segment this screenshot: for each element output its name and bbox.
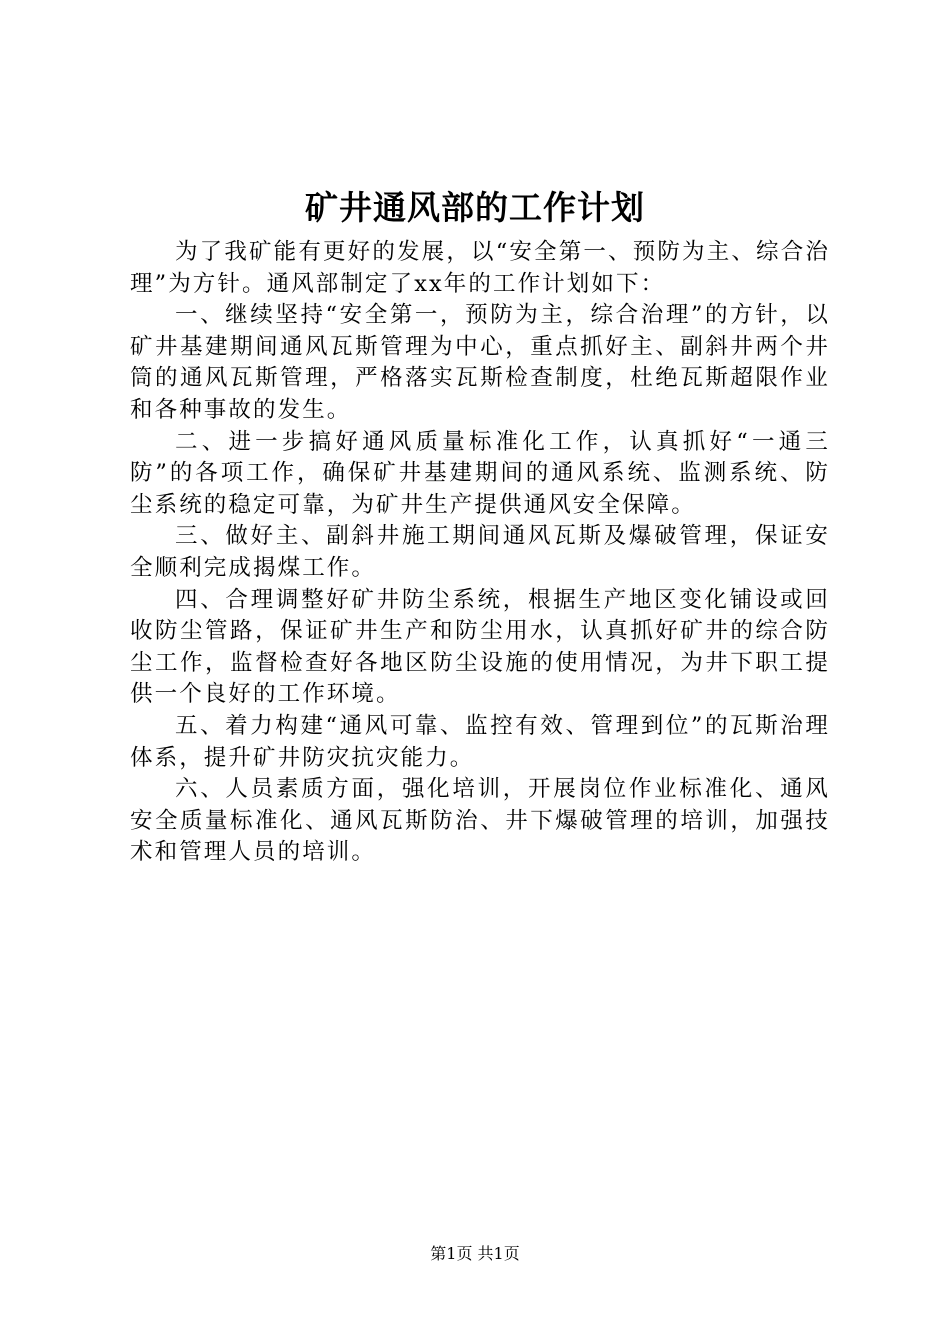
page-footer: 第1页 共1页	[430, 1244, 520, 1263]
document-body	[130, 237, 830, 869]
paragraph-item-3: 三、做好主、副斜井施工期间通风瓦斯及爆破管理，保证安全顺利完成揭煤工作。	[130, 523, 830, 581]
paragraph-item-5: 五、着力构建“通风可靠、监控有效、管理到位”的瓦斯治理体系，提升矿井防灾抗灾能力。	[130, 712, 830, 771]
document-title: 矿井通风部的工作计划	[305, 188, 645, 227]
paragraph-item-1: 一、继续坚持“安全第一，预防为主，综合治理”的方针，以矿井基建期间通风瓦斯管理为中心，重点抓好主、副斜井两个井筒的通风瓦斯管理，严格落实瓦斯检查制度，杜绝瓦斯超限作业和各种事故的发生。	[130, 302, 830, 423]
paragraph-item-2: 二、进一步搞好通风质量标准化工作，认真抓好“一通三防”的各项工作，确保矿井基建期间的通风系统、监测系统、防尘系统的稳定可靠，为矿井生产提供通风安全保障。	[130, 428, 830, 518]
paragraph-item-6: 六、人员素质方面，强化培训，开展岗位作业标准化、通风安全质量标准化、通风瓦斯防治、井下爆破管理的培训，加强技术和管理人员的培训。	[130, 776, 830, 866]
paragraph-intro: 为了我矿能有更好的发展，以“安全第一、预防为主、综合治理”为方针。通风部制定了xx年的工作计划如下：	[130, 239, 830, 297]
paragraph-item-4: 四、合理调整好矿井防尘系统，根据生产地区变化铺设或回收防尘管路，保证矿井生产和防尘用水，认真抓好矿井的综合防尘工作，监督检查好各地区防尘设施的使用情况，为井下职工提供一个良好的工作环境。	[130, 586, 830, 708]
